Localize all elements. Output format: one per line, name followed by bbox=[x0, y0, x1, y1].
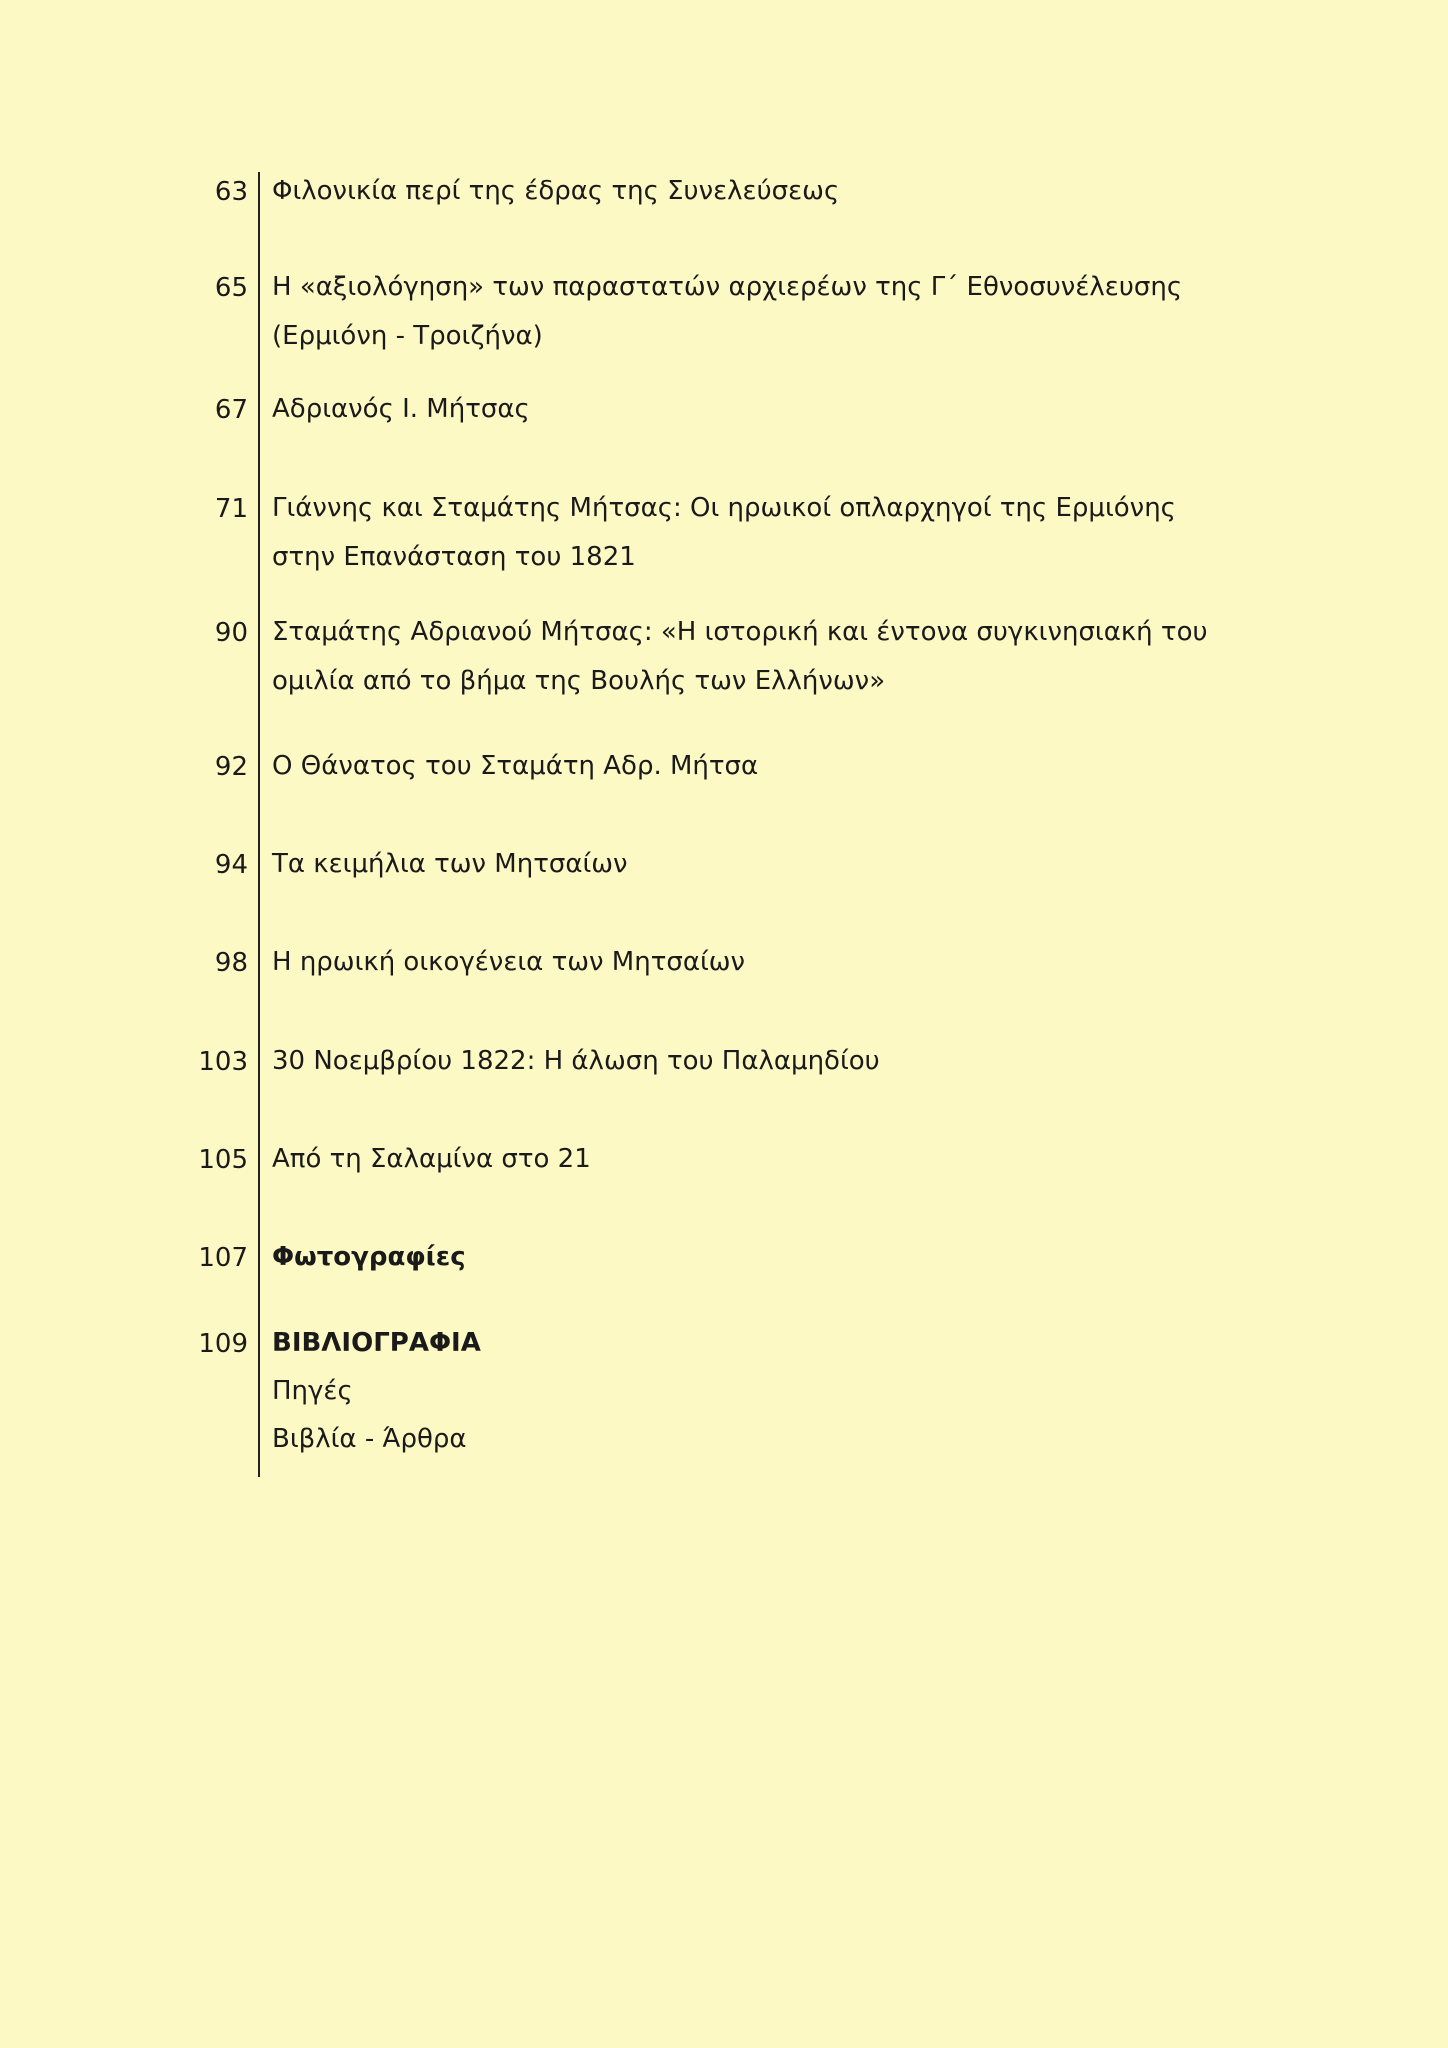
toc-title bbox=[272, 608, 1208, 706]
toc-page-number: 98 bbox=[214, 948, 248, 978]
toc-title bbox=[272, 840, 628, 889]
toc-title-line: Φιλονικία περί της έδρας της Συνελεύσεως bbox=[272, 176, 840, 206]
toc-title bbox=[272, 1135, 591, 1184]
toc-title-line: Σταμάτης Αδριανού Μήτσας: «Η ιστορική και έντονα συγκινησιακή του bbox=[272, 617, 1208, 647]
toc-title-line: στην Επανάσταση του 1821 bbox=[272, 542, 636, 572]
toc-page-number: 65 bbox=[214, 273, 248, 303]
toc-title-line: Η «αξιολόγηση» των παραστατών αρχιερέων της Γ΄ Εθνοσυνέλευσης bbox=[272, 272, 1183, 302]
vertical-rule bbox=[258, 172, 260, 1477]
toc-page-number: 67 bbox=[214, 395, 248, 425]
toc-page-number: 63 bbox=[214, 177, 248, 207]
toc-page-number: 109 bbox=[198, 1329, 248, 1359]
toc-title-line: Ο Θάνατος του Σταμάτη Αδρ. Μήτσα bbox=[272, 751, 759, 781]
toc-title-line: ΒΙΒΛΙΟΓΡΑΦΙΑ bbox=[272, 1328, 481, 1358]
toc-title-line: Πηγές bbox=[272, 1376, 353, 1406]
toc-title bbox=[272, 742, 758, 791]
toc-title-line: (Ερμιόνη - Τροιζήνα) bbox=[272, 321, 543, 351]
toc-page-number: 92 bbox=[214, 752, 248, 782]
toc-title-line: Βιβλία - Άρθρα bbox=[272, 1424, 467, 1454]
toc-title bbox=[272, 1319, 481, 1463]
toc-title bbox=[272, 1233, 466, 1282]
toc-title bbox=[272, 484, 1176, 582]
toc-title bbox=[272, 938, 745, 987]
toc-title-line: ομιλία από το βήμα της Βουλής των Ελλήνων» bbox=[272, 666, 886, 696]
toc-page-number: 107 bbox=[198, 1243, 248, 1273]
toc-title-line: 30 Νοεμβρίου 1822: Η άλωση του Παλαμηδίου bbox=[272, 1046, 880, 1076]
toc-title bbox=[272, 1037, 880, 1086]
toc-page-number: 71 bbox=[214, 494, 248, 524]
toc-page-number: 94 bbox=[214, 850, 248, 880]
toc-title-line: Τα κειμήλια των Μητσαίων bbox=[272, 849, 628, 879]
toc-page-number: 103 bbox=[198, 1047, 248, 1077]
toc-page-number: 90 bbox=[214, 618, 248, 648]
toc-title bbox=[272, 263, 1182, 361]
toc-title-line: Από τη Σαλαμίνα στο 21 bbox=[272, 1144, 591, 1174]
toc-title-line: Αδριανός Ι. Μήτσας bbox=[272, 394, 530, 424]
toc-title-line: Φωτογραφίες bbox=[272, 1242, 466, 1272]
toc-title-line: Η ηρωική οικογένεια των Μητσαίων bbox=[272, 947, 746, 977]
toc-title bbox=[272, 385, 530, 434]
toc-page-number: 105 bbox=[198, 1145, 248, 1175]
toc-title bbox=[272, 167, 839, 216]
toc-title-line: Γιάννης και Σταμάτης Μήτσας: Οι ηρωικοί οπλαρχηγοί της Ερμιόνης bbox=[272, 493, 1176, 523]
